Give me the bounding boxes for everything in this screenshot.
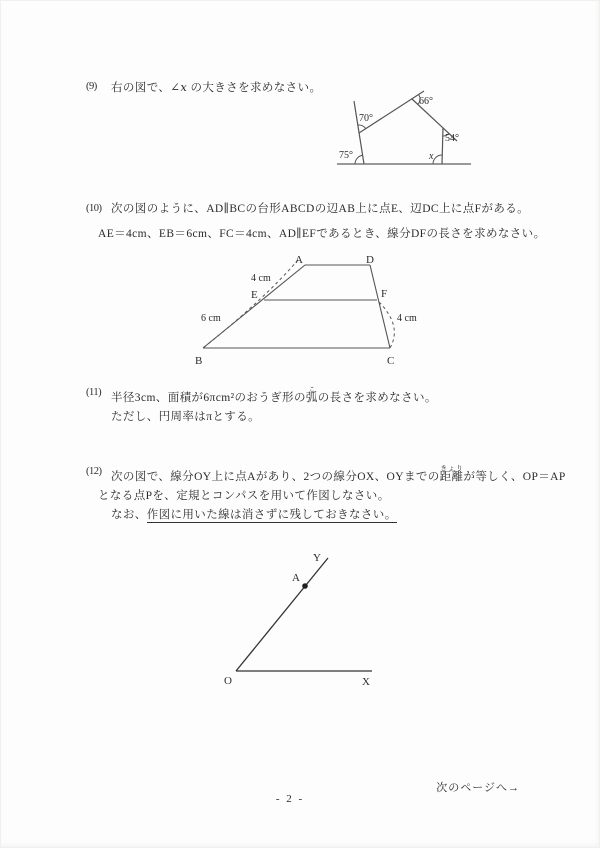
problem-10-line1: 次の図のように、AD∥BCの台形ABCDの辺AB上に点E、辺DC上に点Fがある。 <box>111 203 530 215</box>
ray-OY <box>236 558 328 671</box>
dashed-measure-right <box>379 302 394 348</box>
arc-70 <box>358 125 366 129</box>
ruby-kyori: 距離きょり <box>439 465 464 483</box>
label-X: X <box>362 676 370 688</box>
problem-11-number: (11) <box>86 387 102 398</box>
angle-label-x: x <box>429 151 434 162</box>
side-DC <box>370 265 390 348</box>
angle-label-75: 75° <box>339 150 353 161</box>
vertex-label-B: B <box>195 355 203 367</box>
problem-11-line2: ただし、円周率はπとする。 <box>111 411 261 423</box>
problem-12-line1: 次の図で、線分OY上に点Aがあり、2つの線分OX、OYまでの距離きょりが等しく、OP＝AP <box>111 465 566 483</box>
problem-9-figure <box>335 85 475 173</box>
roof-line <box>359 91 424 133</box>
right-vertical-segment <box>442 128 443 164</box>
angle-label-70: 70° <box>359 113 373 124</box>
page-number: - 2 - <box>275 793 305 805</box>
problem-12-number: (12) <box>86 466 102 477</box>
problem-12-line3: なお、作図に用いた線は消さずに残しておきなさい。 <box>111 509 397 521</box>
next-page-note: 次のページへ→ <box>436 782 520 794</box>
problem-12-figure <box>195 548 410 696</box>
angle-label-66: 66° <box>419 96 433 107</box>
problem-10-figure <box>185 252 435 370</box>
length-label-EB: 6 cm <box>201 313 221 324</box>
problem-10-number: (10) <box>86 203 102 214</box>
arc-x <box>433 155 442 164</box>
vertex-label-D: D <box>366 254 374 266</box>
problem-10-line2: AE＝4cm、EB＝6cm、FC＝4cm、AD∥EFであるとき、線分DFの長さを求めなさい。 <box>98 228 546 240</box>
problem-12-line2: となる点Pを、定規とコンパスを用いて作図しなさい。 <box>98 490 390 502</box>
length-label-FC: 4 cm <box>397 313 417 324</box>
vertex-label-E: E <box>251 289 258 301</box>
length-label-AE: 4 cm <box>251 273 271 284</box>
point-A-dot <box>302 583 308 589</box>
angle-x-variable: x <box>180 80 188 94</box>
label-Y: Y <box>313 552 321 564</box>
label-O: O <box>224 675 232 687</box>
vertex-label-C: C <box>387 355 395 367</box>
angle-label-54: 54° <box>445 133 459 144</box>
ruby-ko: 弧こ <box>305 386 318 404</box>
label-A: A <box>292 572 300 584</box>
underlined-instruction: 作図に用いた線は消さずに残しておきなさい。 <box>146 509 397 521</box>
vertex-label-F: F <box>381 288 388 300</box>
arc-75 <box>355 155 363 164</box>
problem-9-text: 右の図で、∠x の大きさを求めなさい。 <box>111 80 322 94</box>
problem-9-number: (9) <box>86 81 97 92</box>
vertex-label-A: A <box>295 254 303 266</box>
problem-11-line1: 半径3cm、面積が6πcm²のおうぎ形の弧この長さを求めなさい。 <box>111 386 437 404</box>
